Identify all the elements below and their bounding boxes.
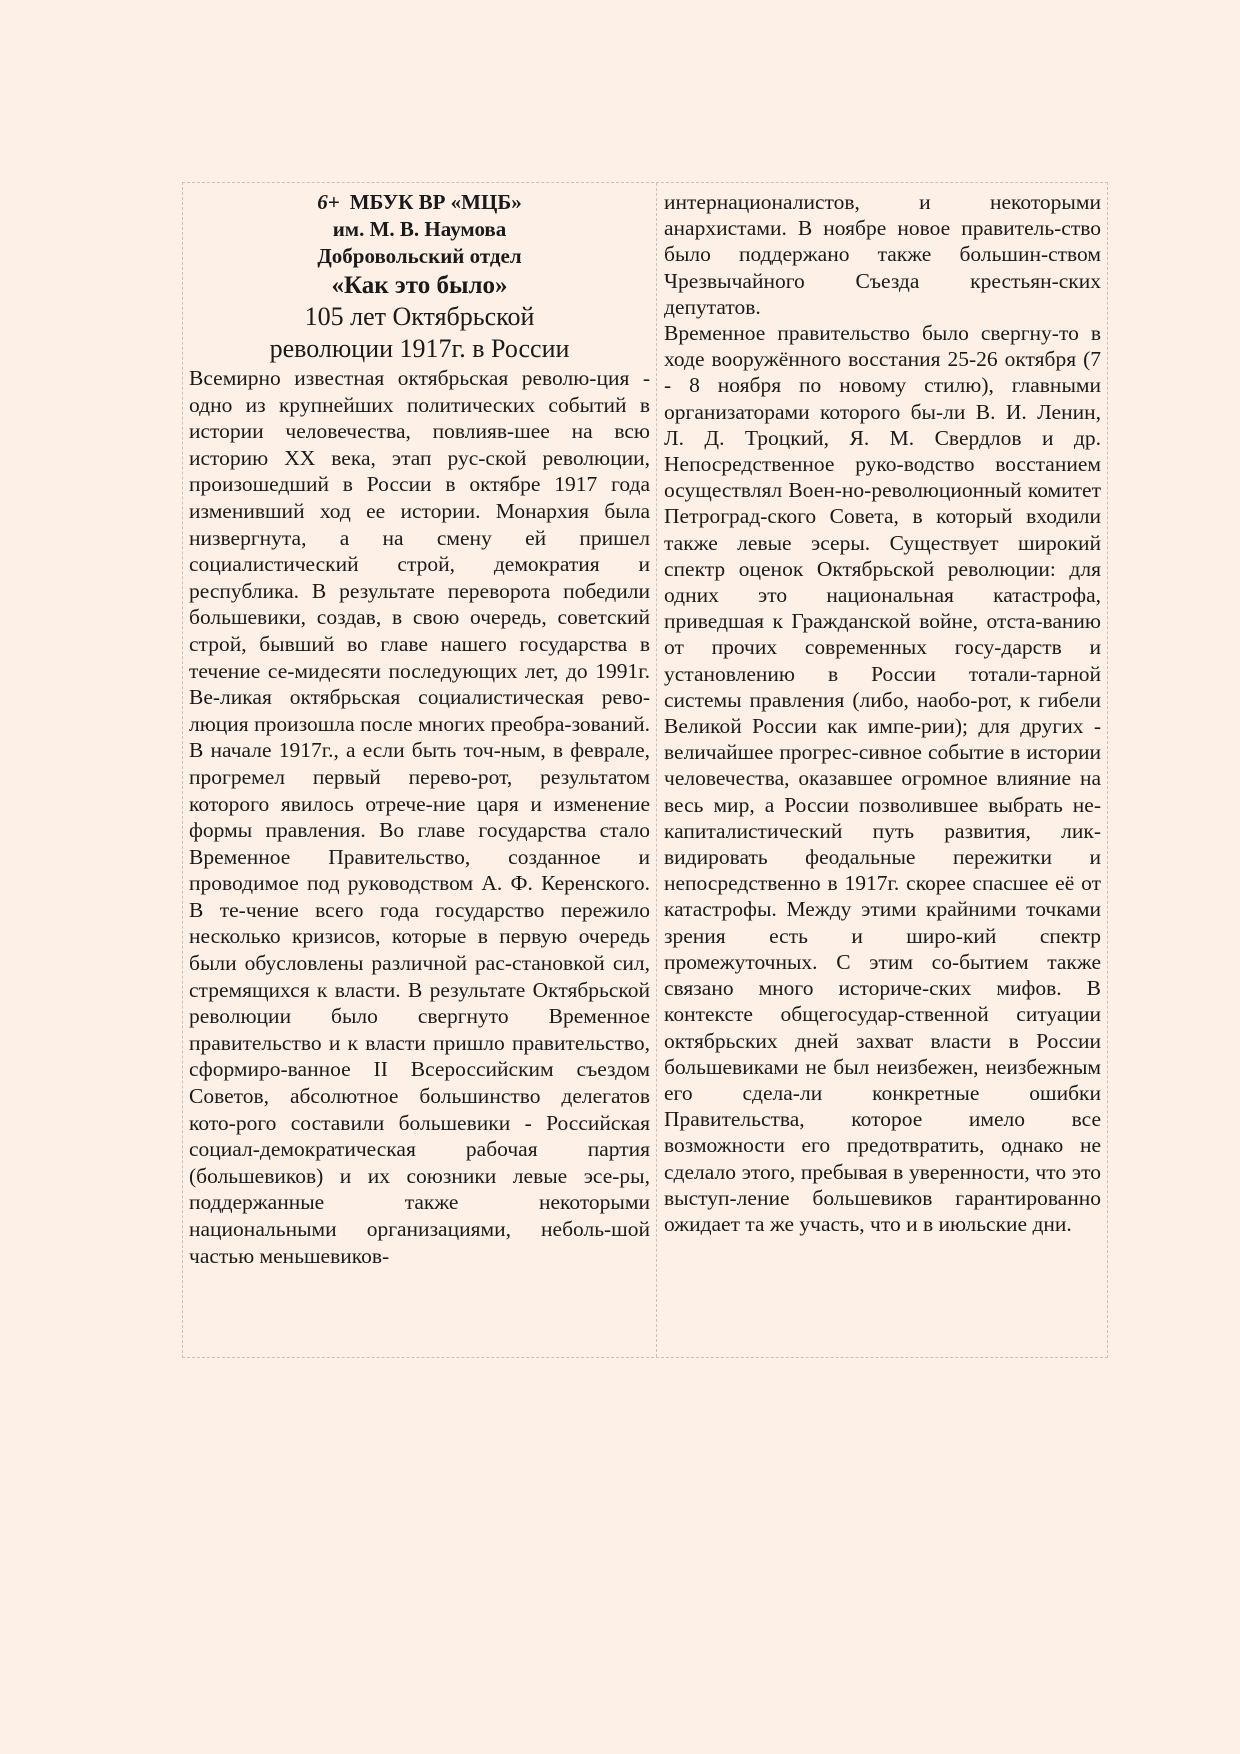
right-column bbox=[657, 183, 1107, 1357]
article-subtitle-line-2: революции 1917г. в России bbox=[269, 334, 570, 363]
age-rating: 6+ bbox=[317, 190, 340, 214]
left-column bbox=[183, 183, 657, 1357]
right-paragraph-1: интернационалистов, и некоторыми анархистами. В ноябре новое правитель-ство было поддержано также большин-ством Чрезвычайного Съезда крестьян-ских депутатов. bbox=[664, 190, 1101, 319]
article-subtitle-line-1: 105 лет Октябрьской bbox=[304, 302, 535, 331]
article-sheet bbox=[182, 182, 1108, 1358]
right-paragraph-2: Временное правительство было свергну-то в ходе вооружённого восстания 25-26 октября (7 - 8 ноября по новому стилю), главными организаторами которого бы-ли В. И. Ленин, Л. Д. Троцкий, Я. М. Свердлов и др. Непосредственное руко-водство восстанием осуществлял Воен-но-революционный комитет Петроград-ского Совета, в который входили также левые эсеры. Существует широкий спектр оценок Октябрьской революции: для одних это национальная катастрофа, приведшая к Гражданской войне, отста-ванию от прочих современных госу-дарств и установлению в России тотали-тарной системы правления (либо, наобо-рот, к гибели Великой России как импе-рии); для других - величайшее прогрес-сивное событие в истории человечества, оказавшее огромное влияние на весь мир, а России позволившее выбрать не-капиталистический путь развития, лик-видировать феодальные пережитки и непосредственно в 1917г. скорее спасшее её от катастрофы. Между этими крайними точками зрения есть и широ-кий спектр промежуточных. С этим со-бытием также связано много историче-ских мифов. В контексте общегосудар-ственной ситуации октябрьских дней захват власти в России большевиками не был неизбежен, неизбежным его сдела-ли конкретные ошибки Правительства, которое имело все возможности его предотвратить, однако не сделало этого, пребывая в уверенности, что это выступ-ление большевиков гарантированно ожидает та же участь, что и в июльские дни. bbox=[664, 321, 1101, 1236]
article-title: «Как это было» bbox=[331, 272, 508, 299]
org-line bbox=[189, 189, 650, 216]
org-name: МБУК ВР «МЦБ» bbox=[349, 190, 522, 214]
left-column-text: Всемирно известная октябрьская револю-ция - одно из крупнейших политических событий в истории человечества, повлияв-шее на всю историю XX века, этап рус-ской революции, произошедший в России в октябре 1917 года изменивший ход ее истории. Монархия была низвергнута, а на смену ей пришел социалистический строй, демократия и республика. В результате переворота победили большевики, создав, в свою очередь, советский строй, бывший во главе нашего государства в течение се-мидесяти последующих лет, до 1991г. Ве-ликая октябрьская социалистическая рево-люция произошла после многих преобра-зований. В начале 1917г., а если быть точ-ным, в феврале, прогремел первый перево-рот, результатом которого явилось отрече-ние царя и изменение формы правления. Во главе государства стало Временное Правительство, созданное и проводимое под руководством А. Ф. Керенского. В те-чение всего года государство пережило несколько кризисов, которые в первую очередь были обусловлены различной рас-становкой сил, стремящихся к власти. В результате Октябрьской революции было свергнуто Временное правительство и к власти пришло правительство, сформиро-ванное II Всероссийским съездом Советов, абсолютное большинство делегатов кото-рого составили большевики - Российская социал-демократическая рабочая партия (большевиков) и их союзники левые эсе-ры, поддержанные также некоторыми национальными организациями, неболь-шой частью меньшевиков- bbox=[189, 366, 650, 1268]
library-name: им. М. В. Наумова bbox=[332, 217, 507, 241]
article-header bbox=[189, 189, 650, 365]
department-name: Добровольский отдел bbox=[317, 244, 522, 268]
